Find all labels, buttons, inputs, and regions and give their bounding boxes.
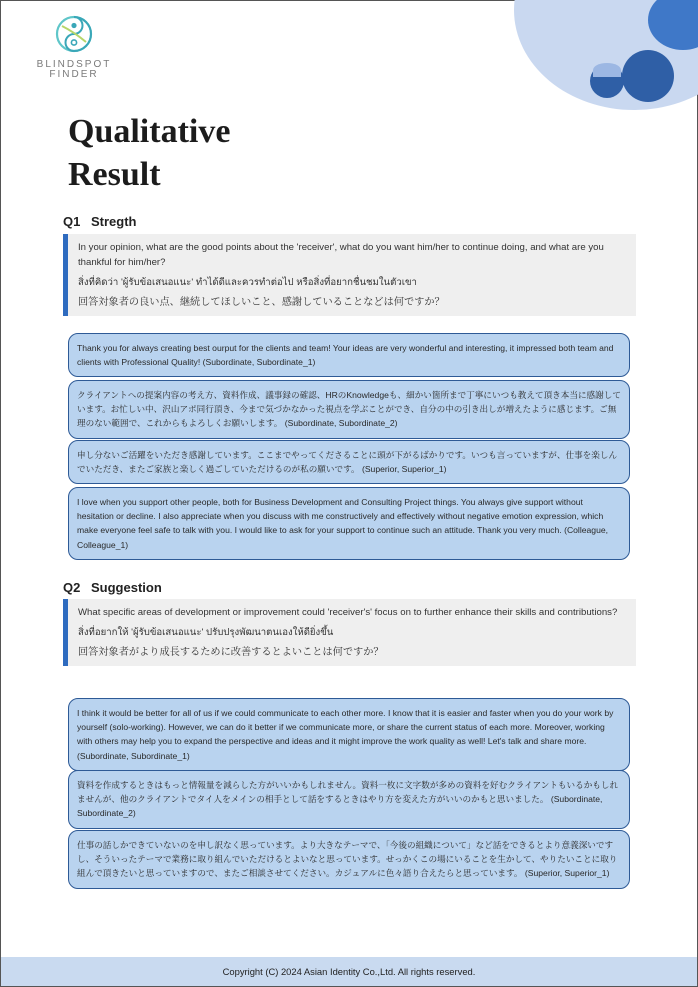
brand-name-line2: FINDER [49, 69, 99, 80]
q2-question-jp: 回答対象者がより成長するために改善するとよいことは何ですか？ [78, 647, 384, 658]
brand-logo [22, 14, 126, 80]
q2-question-th: สิ่งที่อยากให้ 'ผู้รับข้อเสนอแนะ' ปรับปรุงพัฒนาตนเองให้ดียิ่งขึ้น [78, 627, 334, 638]
q1-title: Stregth [91, 214, 137, 229]
q1-answer-4: I love when you support other people, both for Business Development and Consulting Project things. You always give support without hesitation or decline. I also appreciate when you discuss with me constructively and effectively without negative emotion expression, which make everyone feel safe to talk with you. I would like to ask for your support to continue such an attitude. Thank you very much. (Colleague, Colleague_1) [68, 487, 630, 560]
brand-name-line1: BLINDSPOT [36, 59, 112, 70]
decor-circle-medium [622, 50, 674, 102]
q2-heading [63, 580, 162, 595]
q2-question-box [63, 599, 636, 666]
q2-answer-3: 仕事の話しかできていないのを申し訳なく思っています。より大きなテーマで、「今後の組織について」など話をできるとより意義深いですし、そういったテーマで業務に取り組んでいただけるとよいなと思っています。せっかくこの場にいることを生かして、やりたいことに取り組んで頂きたいと思っていますので、またご相談させてください。カジュアルに色々語り合えたらと思っています。 (Superior, Superior_1) [68, 830, 630, 889]
q1-answer-2: クライアントへの提案内容の考え方、資料作成、議事録の確認、HRのKnowledgeも、細かい箇所まで丁寧にいつも教えて頂き本当に感謝しています。お忙しい中、沢山アポ同行頂き、今まで気づかなかった視点を学ぶことができ、自分の中の引き出しが増えたように感じます。ご無理のない範囲で、これからもよろしくお願いします。 (Subordinate, Subordinate_2) [68, 380, 630, 439]
page-title [68, 110, 368, 196]
page-title-line1: Qualitative [68, 113, 231, 150]
q1-number: Q1 [63, 214, 81, 229]
q1-question-jp: 回答対象者の良い点、継続してほしいこと、感謝していることなどは何ですか？ [78, 297, 445, 308]
q2-title: Suggestion [91, 580, 162, 595]
q1-heading [63, 214, 137, 229]
page-title-line2: Result [68, 156, 161, 193]
q1-question-th: สิ่งที่คิดว่า 'ผู้รับข้อเสนอแนะ' ทำได้ดีและควรทำต่อไป หรือสิ่งที่อยากชื่นชมในตัวเขา [78, 277, 417, 288]
decor-circle-highlight [593, 63, 621, 77]
yin-yang-logo-icon [54, 14, 94, 54]
q2-answer-1: I think it would be better for all of us if we could communicate to each other more. I know that it is easier and faster when you do your work by yourself (solo-working). However, we can do it better if we communicate more, or share the current status of each more. Moreover, working with others may help you to expand the perspective and ideas and it might improve the work quality as well! Let's talk and share more. (Subordinate, Subordinate_1) [68, 698, 630, 771]
q2-question-en: What specific areas of development or improvement could 'receiver's' focus on to further enhance their skills and contributions? [78, 607, 618, 618]
q2-answer-2: 資料を作成するときはもっと情報量を減らした方がいいかもしれません。資料一枚に文字数が多めの資料を好むクライアントもいるかもしれませんが、他のクライアントでタイ人をメインの相手として話をするときはやり方を変えた方がいいのかもと思いました。 (Subordinate, Subordinate_2) [68, 770, 630, 829]
q1-question-en: In your opinion, what are the good points about the 'receiver', what do you want him/her to continue doing, and what are you thankful for him/her? [78, 242, 604, 268]
q2-number: Q2 [63, 580, 81, 595]
q1-answer-1: Thank you for always creating best ourput for the clients and team! Your ideas are very wonderful and interesting, it impressed both team and clients with Professional Quality! (Subordinate, Subordinate_1) [68, 333, 630, 377]
footer-copyright: Copyright (C) 2024 Asian Identity Co.,Ltd. All rights reserved. [1, 957, 697, 986]
q1-question-box [63, 234, 636, 316]
q1-answer-3: 申し分ないご活躍をいただき感謝しています。ここまでやってくださることに頭が下がるばかりです。いつも言っていますが、仕事を楽しんでいただき、またご家族と楽しく過ごしていただけるのが私の願いです。 (Superior, Superior_1) [68, 440, 630, 484]
